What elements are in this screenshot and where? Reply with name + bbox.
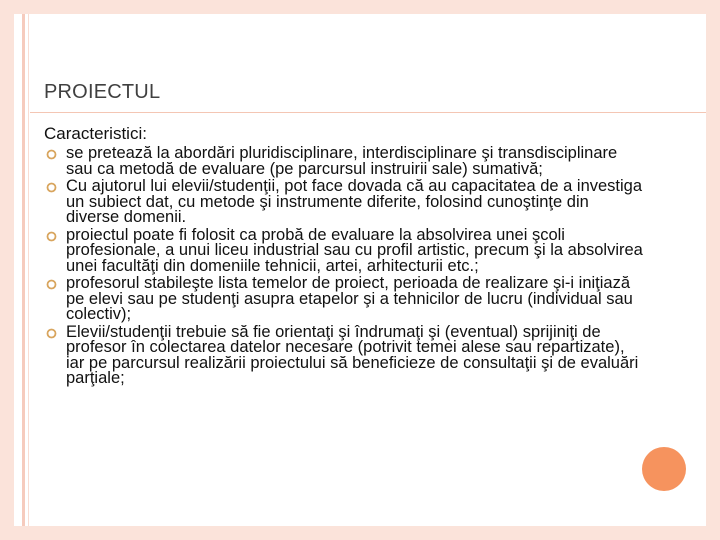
circle-outline-icon	[46, 182, 57, 193]
circle-outline-icon	[46, 231, 57, 242]
bullet-item	[44, 179, 644, 226]
bullet-text: profesorul stabileşte lista temelor de proiect, perioada de realizare şi-i iniţiază pe elevi sau pe studenţi asupra etapelor şi a tehnicilor de lucru (individual sau colectiv);	[66, 274, 633, 323]
circle-outline-icon	[46, 149, 57, 160]
circle-outline-icon	[46, 328, 57, 339]
slide-content	[44, 124, 644, 389]
left-accent-rule	[22, 14, 25, 526]
bullet-item	[44, 276, 644, 323]
bullet-item	[44, 322, 644, 387]
bullet-item	[44, 146, 644, 177]
orange-circle-decoration	[642, 447, 686, 491]
bullet-list	[44, 146, 644, 387]
slide-title: PROIECTUL	[44, 81, 161, 103]
bullet-item	[44, 225, 644, 275]
bullet-text: Elevii/studenţii trebuie să fie orientaţi şi îndrumaţi şi (eventual) sprijiniţi de profesor în colectarea datelor necesare (potrivit temei alese sau repartizate), iar pe parcursul realizării proiectului să beneficieze de consultaţii şi de evaluări parţiale;	[66, 322, 639, 387]
bullet-text: proiectul poate fi folosit ca probă de evaluare la absolvirea unei şcoli profesionale, a unui liceu industrial sau cu profil artistic, precum şi la absolvirea unei facultăţi din domeniile tehnicii, artei, arhitecturii etc.;	[66, 225, 643, 275]
bullet-text: se pretează la abordări pluridisciplinare, interdisciplinare şi transdisciplinare sau ca metodă de evaluare (pe parcursul instruirii sale) sumativă;	[66, 144, 618, 178]
bullet-text: Cu ajutorul lui elevii/studenţii, pot face dovada că au capacitatea de a investiga un subiect dat, cu metode şi instrumente diferite, folosind cunoştinţe din diverse domenii.	[66, 177, 643, 226]
title-divider	[30, 112, 706, 113]
content-heading: Caracteristici:	[44, 124, 147, 143]
left-accent-rule-thin	[28, 14, 29, 526]
circle-outline-icon	[46, 279, 57, 290]
